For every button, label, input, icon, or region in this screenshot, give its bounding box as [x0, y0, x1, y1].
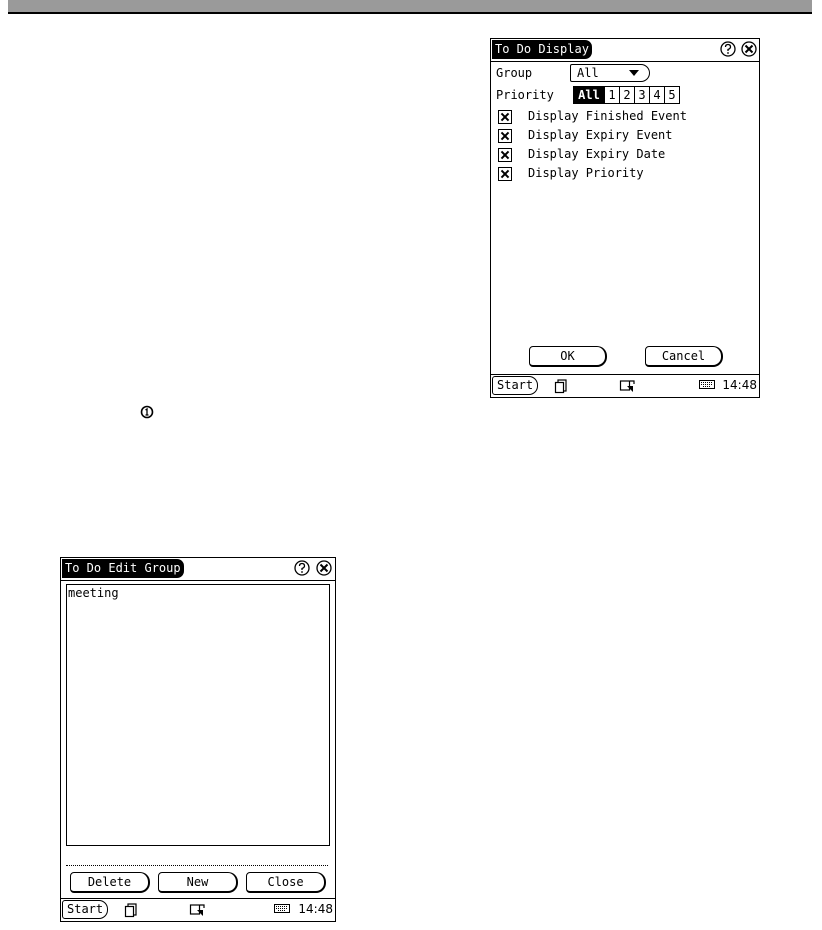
divider — [66, 865, 328, 866]
priority-option-1[interactable]: 1 — [604, 87, 619, 103]
task-switch-icon[interactable] — [553, 378, 569, 394]
sync-icon[interactable] — [619, 378, 635, 394]
group-dropdown-value: All — [577, 66, 599, 80]
checkbox-label: Display Finished Event — [528, 109, 687, 123]
priority-label: Priority — [496, 88, 554, 102]
new-button[interactable]: New — [158, 872, 238, 893]
priority-option-all[interactable]: All — [574, 87, 604, 103]
top-header-rule — [8, 12, 812, 14]
group-list-item[interactable]: meeting — [68, 586, 119, 600]
clock: 14:48 — [722, 378, 757, 392]
sync-icon[interactable] — [189, 902, 205, 918]
keyboard-icon[interactable] — [274, 904, 290, 913]
window-title: To Do Display — [492, 40, 592, 59]
priority-option-2[interactable]: 2 — [619, 87, 634, 103]
start-button[interactable]: Start — [62, 900, 108, 919]
todo-edit-group-window — [60, 557, 336, 922]
priority-option-4[interactable]: 4 — [649, 87, 664, 103]
title-bar — [61, 558, 335, 581]
clock: 14:48 — [298, 902, 333, 916]
priority-option-5[interactable]: 5 — [664, 87, 679, 103]
top-header-bar — [8, 0, 812, 12]
circled-one-icon — [140, 405, 154, 419]
checkbox-checked[interactable] — [498, 167, 512, 181]
group-dropdown[interactable] — [570, 64, 650, 82]
start-button[interactable]: Start — [492, 376, 538, 395]
close-button[interactable]: Close — [246, 872, 326, 893]
priority-selector — [573, 86, 680, 104]
checkbox-label: Display Priority — [528, 166, 644, 180]
priority-option-3[interactable]: 3 — [634, 87, 649, 103]
task-switch-icon[interactable] — [123, 902, 139, 918]
cancel-button[interactable]: Cancel — [645, 346, 723, 367]
chevron-down-icon — [629, 70, 639, 76]
close-icon[interactable] — [741, 41, 757, 57]
keyboard-icon[interactable] — [699, 380, 715, 389]
checkbox-checked[interactable] — [498, 110, 512, 124]
taskbar — [61, 898, 335, 921]
todo-display-window — [490, 38, 760, 398]
checkbox-checked[interactable] — [498, 148, 512, 162]
close-icon[interactable] — [316, 560, 332, 576]
delete-button[interactable]: Delete — [70, 872, 150, 893]
group-list-textarea[interactable] — [66, 584, 330, 846]
group-label: Group — [496, 66, 533, 80]
checkbox-label: Display Expiry Event — [528, 128, 673, 142]
help-icon[interactable] — [294, 560, 310, 576]
ok-button[interactable]: OK — [529, 346, 607, 367]
checkbox-label: Display Expiry Date — [528, 147, 666, 161]
help-icon[interactable] — [720, 41, 736, 57]
window-title: To Do Edit Group — [62, 559, 184, 578]
checkbox-checked[interactable] — [498, 129, 512, 143]
title-bar — [491, 39, 759, 62]
taskbar — [491, 374, 759, 397]
